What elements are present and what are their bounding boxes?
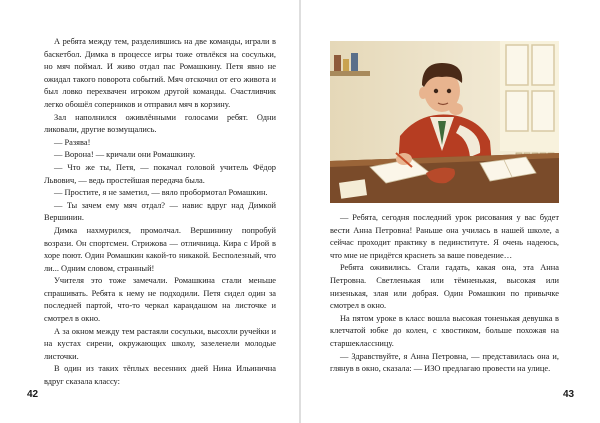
book-illustration xyxy=(330,41,559,203)
paragraph: — Простите, я не заметил, — вяло пробормотал Ромашкин. xyxy=(54,188,268,198)
paragraph: А ребята между тем, разделившись на две команды, играли в баскетбол. Димка в процессе игры тоже отвлёкся на сосульки, но мяч поймал. И живо отдал пас Ромашкину. Петя явно не ожидал такого поворота событий. Мяч отскочил от его живота и был ловко перехвачен игроком другой команды. Счастливчик легко обошёл соперников и отправил мяч в корзину. xyxy=(44,37,276,109)
right-page-text xyxy=(330,212,559,376)
paragraph: — Разява! xyxy=(54,137,91,147)
page-number-left: 42 xyxy=(27,389,39,400)
paragraph: — Что же ты, Петя, — покачал головой учитель Фёдор Львович, — ведь простейшая передача была. xyxy=(44,162,276,185)
paragraph: Зал наполнился оживлёнными голосами ребят. Одни ликовали, другие возмущались. xyxy=(44,112,276,135)
paragraph: Учителя это тоже замечали. Ромашкина стали меньше спрашивать. Ребята к нему не подходили. Петя сидел один за последней партой, что-то черкал карандашом на листочке и смотрел в окно. xyxy=(44,276,276,324)
paragraph: — Ворона! — кричали они Ромашкину. xyxy=(54,150,196,160)
book-gutter xyxy=(299,0,301,423)
paragraph: Димка нахмурился, промолчал. Вершинину попробуй возрази. Он спортсмен. Стрижова — отличница. Кира с Ирой в хоре поют. Один Ромашкин какой-то никакой. Бесполезный, что ли... Одним словом, странный! xyxy=(44,225,276,273)
page-number-right: 43 xyxy=(563,389,575,400)
paragraph: А за окном между тем растаяли сосульки, высохли ручейки и на кустах сирени, окружающих школу, зазеленели молодые листочки. xyxy=(44,326,276,361)
boy-at-desk-illustration xyxy=(330,41,559,203)
paragraph: Ребята оживились. Стали гадать, какая она, эта Анна Петровна. Светленькая или тёмненькая, высокая или низенькая, злая или добрая. Один Ромашкин по привычке смотрел в окно. xyxy=(330,263,559,311)
paragraph: На пятом уроке в класс вошла высокая тоненькая девушка в клетчатой юбке до колен, с хвостиком, больше похожая на старшеклассницу. xyxy=(330,313,559,348)
left-page-text xyxy=(44,36,276,389)
paragraph: — Ты зачем ему мяч отдал? — навис вдруг над Димкой Вершинин. xyxy=(44,200,276,223)
paragraph: В один из таких тёплых весенних дней Нина Ильинична вдруг сказала классу: xyxy=(44,364,276,387)
paragraph: — Здравствуйте, я Анна Петровна, — представилась она и, глянув в окно, сказала: — ИЗО предлагаю провести на улице. xyxy=(330,351,559,374)
paragraph: — Ребята, сегодня последний урок рисования у вас будет вести Анна Петровна! Раньше она училась в нашей школе, а сейчас проходит практику в пединституте. Я очень надеюсь, что мне не придётся краснеть за ваше поведение… xyxy=(330,213,559,260)
